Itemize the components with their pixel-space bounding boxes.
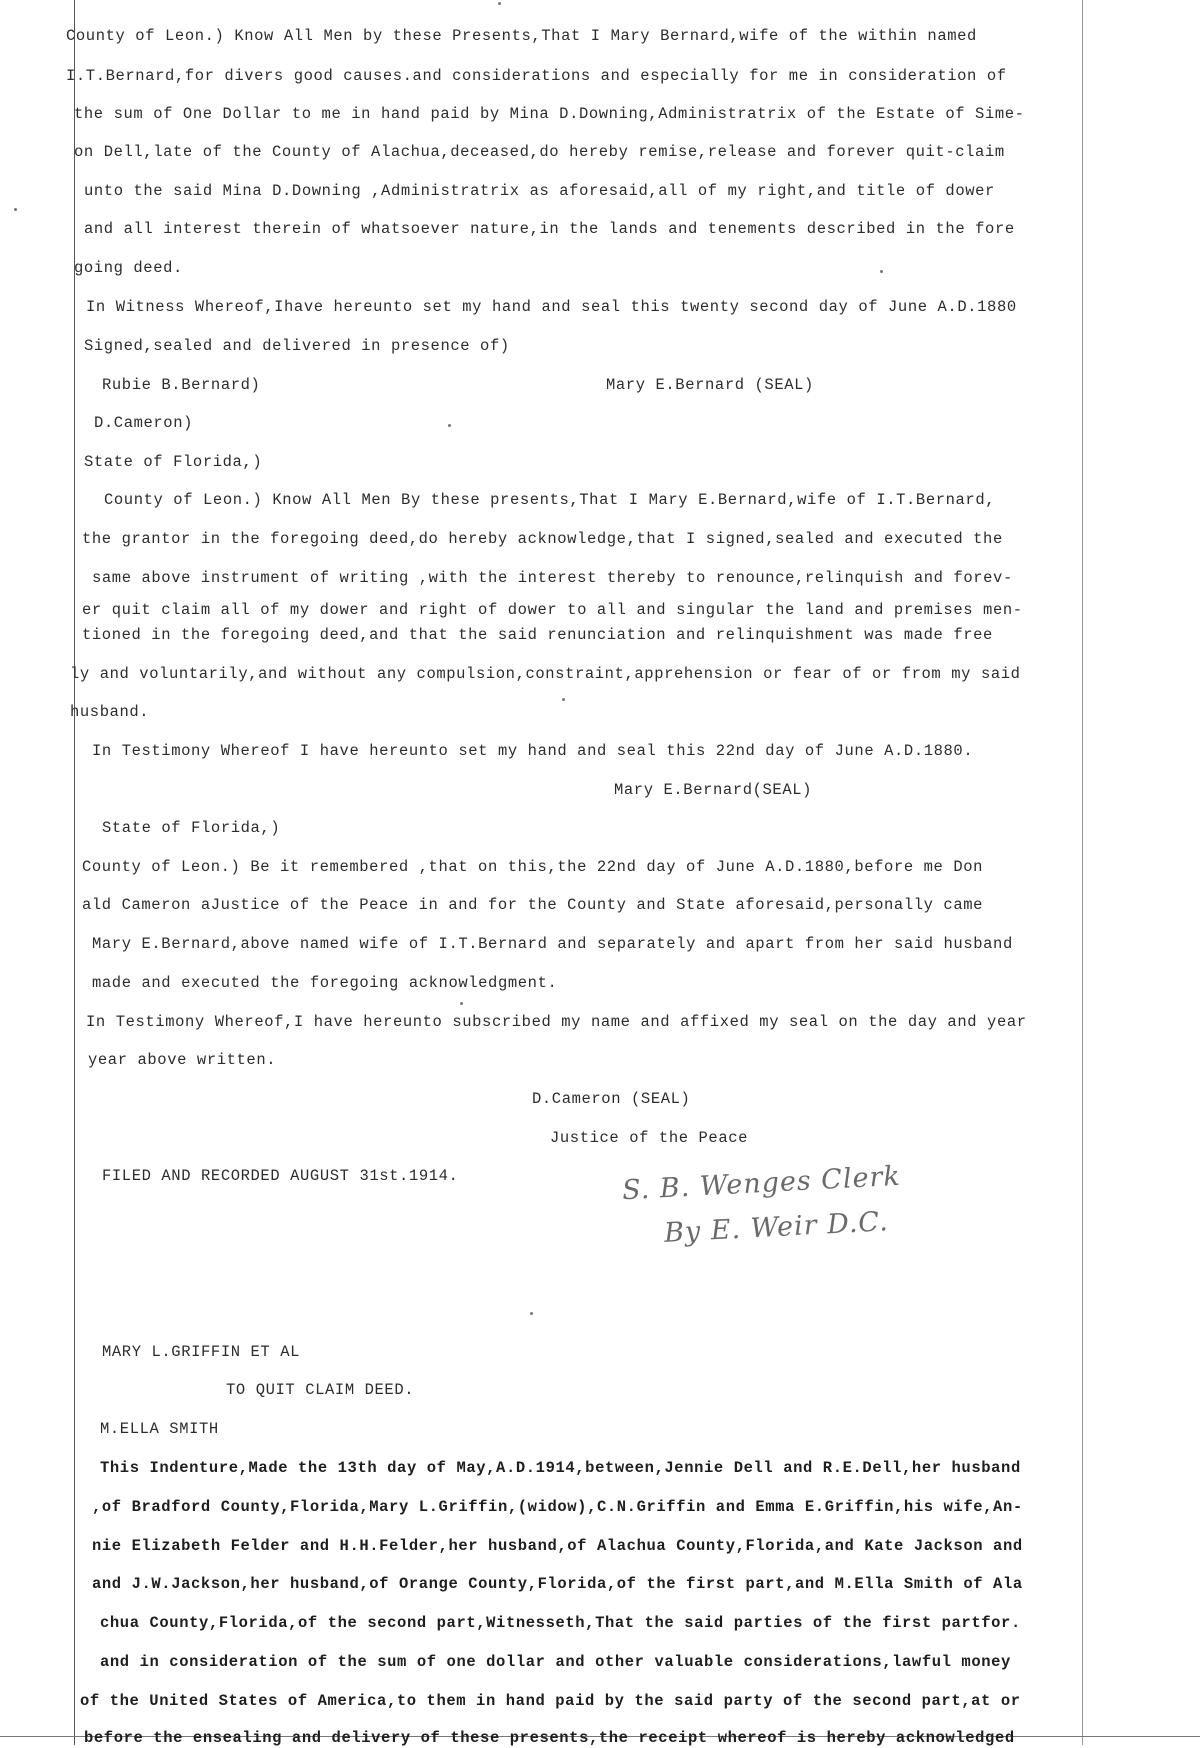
document-line: the grantor in the foregoing deed,do hereby acknowledge,that I signed,sealed and executed the [82, 530, 1003, 548]
document-line: husband. [70, 703, 150, 721]
ink-speck [448, 424, 451, 427]
document-line: State of Florida,) [84, 453, 263, 471]
document-line: year above written. [88, 1051, 277, 1069]
document-line: and in consideration of the sum of one dollar and other valuable considerations,lawful money [100, 1653, 1011, 1671]
document-line: made and executed the foregoing acknowledgment. [92, 974, 558, 992]
document-line: County of Leon.) Know All Men By these presents,That I Mary E.Bernard,wife of I.T.Bernard, [104, 491, 996, 509]
document-line: In Testimony Whereof I have hereunto set my hand and seal this 22nd day of June A.D.1880. [92, 742, 974, 760]
document-line: and all interest therein of whatsoever nature,in the lands and tenements described in the fore [84, 220, 1015, 238]
document-line: er quit claim all of my dower and right of dower to all and singular the land and premises men- [82, 601, 1023, 619]
document-line: D.Cameron (SEAL) [532, 1090, 691, 1108]
ink-speck [562, 698, 565, 701]
document-line: D.Cameron) [94, 414, 194, 432]
document-line: nie Elizabeth Felder and H.H.Felder,her husband,of Alachua County,Florida,and Kate Jackson and [92, 1537, 1023, 1555]
deputy-clerk-signature: By E. Weir D.C. [663, 1206, 890, 1249]
document-line: same above instrument of writing ,with the interest thereby to renounce,relinquish and forev- [92, 569, 1013, 587]
document-line: tioned in the foregoing deed,and that the said renunciation and relinquishment was made free [82, 626, 993, 644]
document-line: unto the said Mina D.Downing ,Administratrix as aforesaid,all of my right,and title of dower [84, 182, 995, 200]
document-line: Signed,sealed and delivered in presence of) [84, 337, 510, 355]
document-line: before the ensealing and delivery of these presents,the receipt whereof is hereby acknowledged [84, 1729, 1015, 1747]
ink-speck [530, 1312, 533, 1315]
document-line: going deed. [74, 259, 183, 277]
document-line: of the United States of America,to them in hand paid by the said party of the second part,at or [80, 1692, 1021, 1710]
document-line: County of Leon.) Be it remembered ,that on this,the 22nd day of June A.D.1880,before me Don [82, 858, 984, 876]
document-line: This Indenture,Made the 13th day of May,A.D.1914,between,Jennie Dell and R.E.Dell,her husband [100, 1459, 1021, 1477]
document-line: FILED AND RECORDED AUGUST 31st.1914. [102, 1167, 459, 1185]
document-line: I.T.Bernard,for divers good causes.and considerations and especially for me in consideration of [66, 67, 1007, 85]
document-line: TO QUIT CLAIM DEED. [226, 1381, 415, 1399]
ink-speck [14, 208, 17, 211]
ink-speck [880, 270, 883, 273]
document-line: M.ELLA SMITH [100, 1420, 219, 1438]
document-line: Mary E.Bernard,above named wife of I.T.Bernard and separately and apart from her said husband [92, 935, 1013, 953]
ink-speck [498, 2, 501, 5]
document-line: County of Leon.) Know All Men by these Presents,That I Mary Bernard,wife of the within named [66, 27, 977, 45]
document-line: chua County,Florida,of the second part,Witnesseth,That the said parties of the first partfor. [100, 1614, 1021, 1632]
document-line: In Witness Whereof,Ihave hereunto set my hand and seal this twenty second day of June A.D.1880 [86, 298, 1017, 316]
document-line: ,of Bradford County,Florida,Mary L.Griffin,(widow),C.N.Griffin and Emma E.Griffin,his wife,An- [92, 1498, 1023, 1516]
document-line: State of Florida,) [102, 819, 281, 837]
document-line: In Testimony Whereof,I have hereunto subscribed my name and affixed my seal on the day and year [86, 1013, 1027, 1031]
document-line: MARY L.GRIFFIN ET AL [102, 1343, 301, 1361]
document-line: Rubie B.Bernard) [102, 376, 261, 394]
clerk-signature: S. B. Wenges Clerk [621, 1160, 902, 1207]
right-margin-rule [1082, 0, 1083, 1745]
ink-speck [460, 1002, 463, 1005]
document-line: Mary E.Bernard (SEAL) [606, 376, 814, 394]
document-line: Mary E.Bernard(SEAL) [614, 781, 813, 799]
document-line: the sum of One Dollar to me in hand paid by Mina D.Downing,Administratrix of the Estate of Sime- [74, 105, 1025, 123]
document-line: and J.W.Jackson,her husband,of Orange County,Florida,of the first part,and M.Ella Smith of Ala [92, 1575, 1023, 1593]
document-line: ly and voluntarily,and without any compulsion,constraint,apprehension or fear of or from my said [70, 665, 1021, 683]
document-line: on Dell,late of the County of Alachua,deceased,do hereby remise,release and forever quit-claim [74, 143, 1005, 161]
document-line: Justice of the Peace [550, 1129, 749, 1147]
document-line: ald Cameron aJustice of the Peace in and for the County and State aforesaid,personally came [82, 896, 984, 914]
